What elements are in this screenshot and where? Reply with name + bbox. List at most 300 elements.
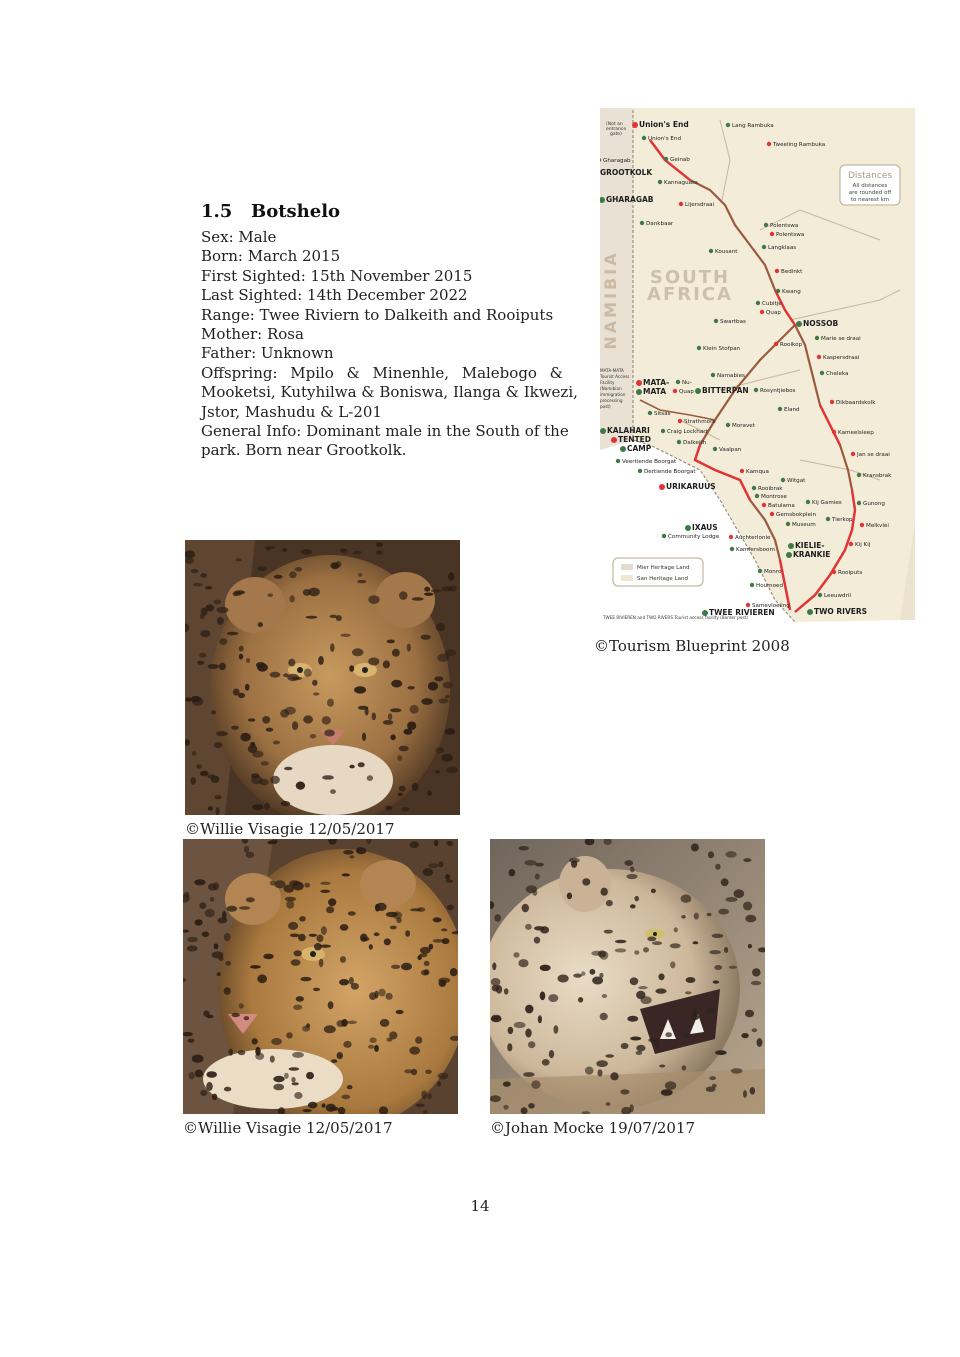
leopard-spot [273,741,280,745]
leopard-spot [571,860,577,868]
leopard-spot [368,658,379,666]
leopard-spot [518,959,528,967]
map-place-label: MATA- [643,378,670,387]
leopard-spot [324,1025,336,1033]
leopard-spot [192,1055,204,1063]
map-place-label: Kamfersboom [736,547,775,553]
leopard-spot [748,944,752,948]
leopard-spot [284,885,295,893]
leopard-spot [630,977,639,985]
leopard-spot [289,595,294,602]
leopard-spot [514,1022,526,1028]
park-map [600,108,915,623]
leopard-spot [244,1016,250,1020]
leopard-spot [707,913,712,917]
map-place-dot [832,570,836,574]
leopard-spot [304,669,312,677]
leopard-spot [492,985,499,992]
map-place-label: Eland [784,407,800,413]
leopard-spot [320,945,331,948]
map-place-label: URIKARUUS [666,482,716,491]
map-place-dot [638,469,642,473]
leopard-spot [362,733,366,741]
leopard-spot [295,567,302,572]
leopard-spot [521,1107,528,1114]
leopard-spot [513,952,519,958]
map-gate-note-3: gate) [610,132,622,137]
leopard-spot [602,994,607,998]
info-born: Born: March 2015 [201,247,341,266]
leopard-spot [523,1072,535,1077]
leopard-spot [199,902,206,909]
map-place-label: Cubitje [762,301,782,307]
leopard-spot [375,904,380,912]
map-place-label: Kamqua [746,469,769,475]
leopard-spot [238,1050,245,1055]
leopard-spot [192,751,196,756]
leopard-spot [435,770,440,774]
map-place-label: Auchterlonie [735,535,771,541]
leopard-spot [217,617,224,625]
map-place-label: KIELIE- [795,541,825,550]
photo-caption-2: ©Willie Visagie 12/05/2017 [183,1119,393,1137]
map-place-label: Houmoed [756,583,784,589]
leopard-spot [729,966,737,969]
leopard-spot [421,635,431,640]
map-place-dot [713,447,717,451]
leopard-spot [445,649,456,656]
leopard-spot [757,1038,763,1047]
map-place-dot [714,319,718,323]
leopard-spot [421,970,428,976]
leopard-spot [231,1013,239,1017]
leopard-spot [542,1059,550,1066]
map-place-label: Cheleka [826,371,849,377]
leopard-spot [349,665,354,672]
leopard-spot [450,968,458,976]
leopard-spot [383,720,394,725]
leopard-spot [428,863,438,868]
leopard-spot [210,897,214,902]
leopard-spot [236,558,242,561]
map-place-label: Nu- [682,380,692,386]
leopard-spot [303,715,313,723]
leopard-spot [288,922,298,930]
leopard-spot [390,734,395,740]
leopard-spot [268,593,274,597]
leopard-spot [340,924,349,931]
leopard-spot [330,615,338,618]
leopard-spot [410,841,419,848]
leopard-snarl-image [490,839,765,1114]
leopard-spot [252,1038,258,1044]
leopard-spot [535,863,544,867]
leopard-spot [718,909,729,915]
leopard-spot [245,684,250,691]
leopard-spot [369,944,373,950]
map-place-label: BITTERPAN [702,386,749,395]
map-place-label: Dikbaardskolk [836,400,876,406]
leopard-spot [741,1033,748,1038]
leopard-spot [292,1082,299,1085]
park-map-graphic [600,108,915,623]
map-place-dot [860,523,864,527]
photo-caption-3: ©Johan Mocke 19/07/2017 [490,1119,696,1137]
leopard-spot [273,1076,284,1082]
map-place-label: Gemsbokplein [776,512,816,518]
map-place-label: KALAHARI [607,426,650,435]
map-place-dot [786,552,792,558]
leopard-spot [202,932,209,938]
leopard-spot [320,882,331,885]
map-place-dot [620,446,626,452]
leopard-spot [347,1021,357,1024]
leopard-spot [326,1104,336,1112]
leopard-spot [197,661,204,665]
leopard-spot [431,589,442,592]
leopard-spot [534,937,540,944]
leopard-spot [347,1085,353,1089]
map-place-label: TWEE RIVIEREN [709,608,775,617]
section-number: 1.5 [201,201,233,222]
map-place-dot [781,478,785,482]
map-place-label: Tweeling Rambuka [773,142,826,148]
map-place-dot [600,428,606,434]
leopard-spot [349,765,354,769]
leopard-spot [648,1038,659,1043]
leopard-spot [409,1047,420,1055]
map-mata-note-line: post) [600,404,611,409]
leopard-spot [410,908,421,911]
leopard-spot [270,840,278,843]
leopard-spot [322,716,331,724]
map-place-dot [711,373,715,377]
leopard-spot [522,904,529,913]
map-place-dot [632,122,638,128]
map-place-dot [640,221,644,225]
leopard-spot [187,945,198,951]
leopard-spot [285,707,296,715]
leopard-spot [199,653,206,658]
leopard-spot [686,977,696,983]
leopard-spot [313,988,320,992]
map-footnote: TWEE RIVIEREN and TWO RIVERS Tourist access facility (Border post) [603,615,748,620]
leopard-spot [341,549,348,554]
map-place-label: NOSSOB [803,319,839,328]
leopard-spot [636,1045,645,1052]
leopard-spot [306,616,318,619]
leopard-spot [376,550,382,554]
map-place-dot [679,202,683,206]
map-distances-note-1: All distances [852,183,888,189]
leopard-spot [365,708,369,716]
leopard-spot [205,586,212,589]
map-place-dot [756,301,760,305]
map-mata-note-line: (Namibian [600,386,622,391]
map-place-label: Leeuwdril [824,593,851,599]
leopard-spot [685,991,692,994]
map-place-label: Dalkeith [683,440,707,446]
leopard-spot [386,993,393,1000]
map-place-dot [673,389,677,393]
leopard-spot [392,649,400,657]
map-place-dot [648,411,652,415]
leopard-spot [189,1072,195,1079]
leopard-spot [533,890,538,896]
map-place-label: Montrose [761,494,787,500]
leopard-spot [205,604,214,611]
leopard-spot [398,793,403,796]
leopard-spot [433,939,444,943]
leopard-spot [211,710,216,714]
map-mata-note-line: MATA-MATA [600,368,624,373]
leopard-spot [303,1109,312,1112]
leopard-spot [538,1015,542,1023]
leopard-spot [203,1011,209,1017]
map-place-label: Quap [679,389,694,395]
leopard-spot [582,878,590,885]
map-place-dot [826,517,830,521]
photo-leopard-side [183,839,458,1114]
leopard-spot [233,592,240,596]
map-place-label: CAMP [627,444,652,453]
leopard-spot [271,1038,282,1045]
leopard-spot [691,843,699,851]
leopard-spot [665,1081,676,1090]
leopard-spot [578,997,583,1003]
map-place-label: Polentswa [776,232,805,238]
map-place-label: Union's End [639,120,689,129]
map-place-dot [857,473,861,477]
map-place-dot [709,249,713,253]
leopard-spot [490,1095,501,1102]
leopard-spot [196,764,201,769]
info-mother: Mother: Rosa [201,325,304,344]
leopard-spot [273,1084,284,1091]
leopard-spot [750,1087,755,1095]
leopard-spot [216,731,228,736]
map-place-dot [726,423,730,427]
leopard-spot [322,1103,326,1107]
leopard-spot [191,696,201,702]
leopard-spot [621,1043,629,1049]
leopard-spot [528,1103,535,1109]
leopard-spot [190,777,196,785]
leopard-spot [504,988,509,994]
leopard-spot [188,1039,195,1043]
leopard-spot [491,1016,502,1022]
leopard-spot [290,934,300,938]
map-distances-title: Distances [847,171,893,181]
leopard-spot [374,991,378,999]
leopard-spot [289,571,296,578]
map-place-dot [658,180,662,184]
leopard-spot [288,659,295,667]
map-mata-note-line: processing [600,398,623,403]
leopard-spot [252,804,263,810]
info-last-sighted: Last Sighted: 14th December 2022 [201,286,468,305]
leopard-spot [682,1065,687,1070]
leopard-spot [438,1073,449,1079]
leopard-spot [670,961,675,968]
leopard-spot [380,1019,390,1027]
leopard-spot [312,680,317,686]
leopard-spot [629,1104,633,1112]
photo-leopard-snarl [490,839,765,1114]
info-father: Father: Unknown [201,344,334,363]
leopard-spot [370,1037,377,1043]
leopard-spot [321,926,327,935]
map-place-dot [774,342,778,346]
leopard-side-image [183,839,458,1114]
leopard-spot [263,954,273,960]
leopard-spot [525,1029,531,1038]
leopard-spot [396,1010,404,1014]
map-place-dot [729,535,733,539]
leopard-spot [405,930,410,937]
leopard-spot [674,927,678,932]
map-place-dot [740,469,744,473]
leopard-spot [670,943,681,948]
map-place-label: Kij Kij [855,542,871,548]
leopard-spot [231,726,239,730]
map-place-dot [806,500,810,504]
leopard-spot [208,883,217,890]
leopard-spot [224,933,231,941]
leopard-spot [291,959,301,966]
leopard-spot [343,1041,351,1048]
map-place-dot [857,501,861,505]
leopard-spot [208,664,220,669]
map-place-label: Craig Lockhart [667,429,708,435]
leopard-spot [627,1016,638,1022]
map-place-label: Dankbaar [646,221,674,227]
map-place-label: Bedinkt [781,269,803,275]
leopard-spot [725,851,736,858]
map-place-label: Kannaguass [664,180,698,186]
leopard-spot [715,864,720,870]
leopard-spot [647,937,656,942]
leopard-spot [360,934,368,942]
leopard-spot [438,861,443,867]
map-place-label: Samevloeiing [752,603,790,609]
leopard-spot [331,1059,337,1063]
leopard-spot [291,1077,295,1082]
leopard-spot [436,747,445,753]
leopard-spot [507,1043,512,1051]
info-first-sighted: First Sighted: 15th November 2015 [201,266,473,285]
leopard-spot [713,980,719,983]
map-place-label: Gharagab [603,158,631,164]
leopard-spot [357,580,366,583]
leopard-spot [743,858,751,862]
leopard-spot [208,774,216,778]
leopard-spot [261,761,269,765]
map-place-label: Kaspersdraai [823,355,860,361]
map-place-dot [778,407,782,411]
leopard-spot [383,660,390,668]
leopard-spot [599,973,603,978]
map-place-dot [616,459,620,463]
leopard-spot [706,1008,716,1014]
leopard-spot [206,1071,217,1078]
leopard-spot [296,996,304,1002]
leopard-spot [655,988,666,993]
leopard-spot [626,874,637,879]
leopard-spot [367,775,373,781]
leopard-spot [389,1031,397,1039]
leopard-spot [257,974,267,983]
leopard-spot [374,1045,379,1052]
leopard-spot [429,944,434,950]
section-heading [201,201,340,222]
map-place-label: Strathmore [684,419,716,425]
map-label-africa: AFRICA [647,284,733,305]
leopard-spot [274,880,285,888]
leopard-spot [600,1013,608,1020]
leopard-spot [342,1095,351,1100]
leopard-spot [615,948,627,952]
map-place-label: Rooibrak [758,486,783,492]
map-place-label: Rooiputs [838,570,863,576]
map-place-dot [636,389,642,395]
leopard-spot [281,801,291,806]
leopard-spot [427,790,432,795]
leopard-spot [743,902,752,911]
leopard-spot [446,767,458,774]
leopard-spot [270,776,280,784]
leopard-spot [445,728,456,735]
map-mata-note-line: Facility [600,380,615,385]
leopard-spot [293,1005,302,1010]
leopard-spot [681,895,692,903]
leopard-spot [292,1052,304,1058]
leopard-spot [531,1080,540,1089]
leopard-spot [257,663,268,671]
leopard-spot [219,663,226,671]
leopard-spot [535,873,540,879]
leopard-spot [401,963,412,971]
map-place-dot [695,388,701,394]
leopard-spot [492,963,496,971]
leopard-spot [708,851,714,858]
leopard-spot [724,947,728,953]
map-place-dot [664,157,668,161]
leopard-spot [222,911,227,920]
leopard-spot [258,622,263,627]
leopard-spot [304,883,310,888]
leopard-spot [354,686,366,693]
map-legend-san: San Heritage Land [637,576,688,582]
leopard-spot [709,1076,716,1080]
leopard-spot [282,548,287,552]
leopard-spot [294,1092,302,1099]
map-place-dot [762,503,766,507]
info-offspring-line-1: Offspring: Mpilo & Minenhle, Malebogo & [201,363,563,382]
leopard-spot [205,909,215,918]
map-place-dot [752,486,756,490]
leopard-spot [208,806,213,810]
info-block [201,228,578,461]
map-mata-note-line: immigration [600,392,626,397]
map-place-label: Quap [766,310,781,316]
leopard-spot [412,783,419,791]
leopard-spot [239,1003,244,1008]
map-label-south: SOUTH [649,267,731,288]
leopard-spot [503,1081,511,1086]
leopard-spot [630,867,635,873]
leopard-spot [328,1001,334,1009]
